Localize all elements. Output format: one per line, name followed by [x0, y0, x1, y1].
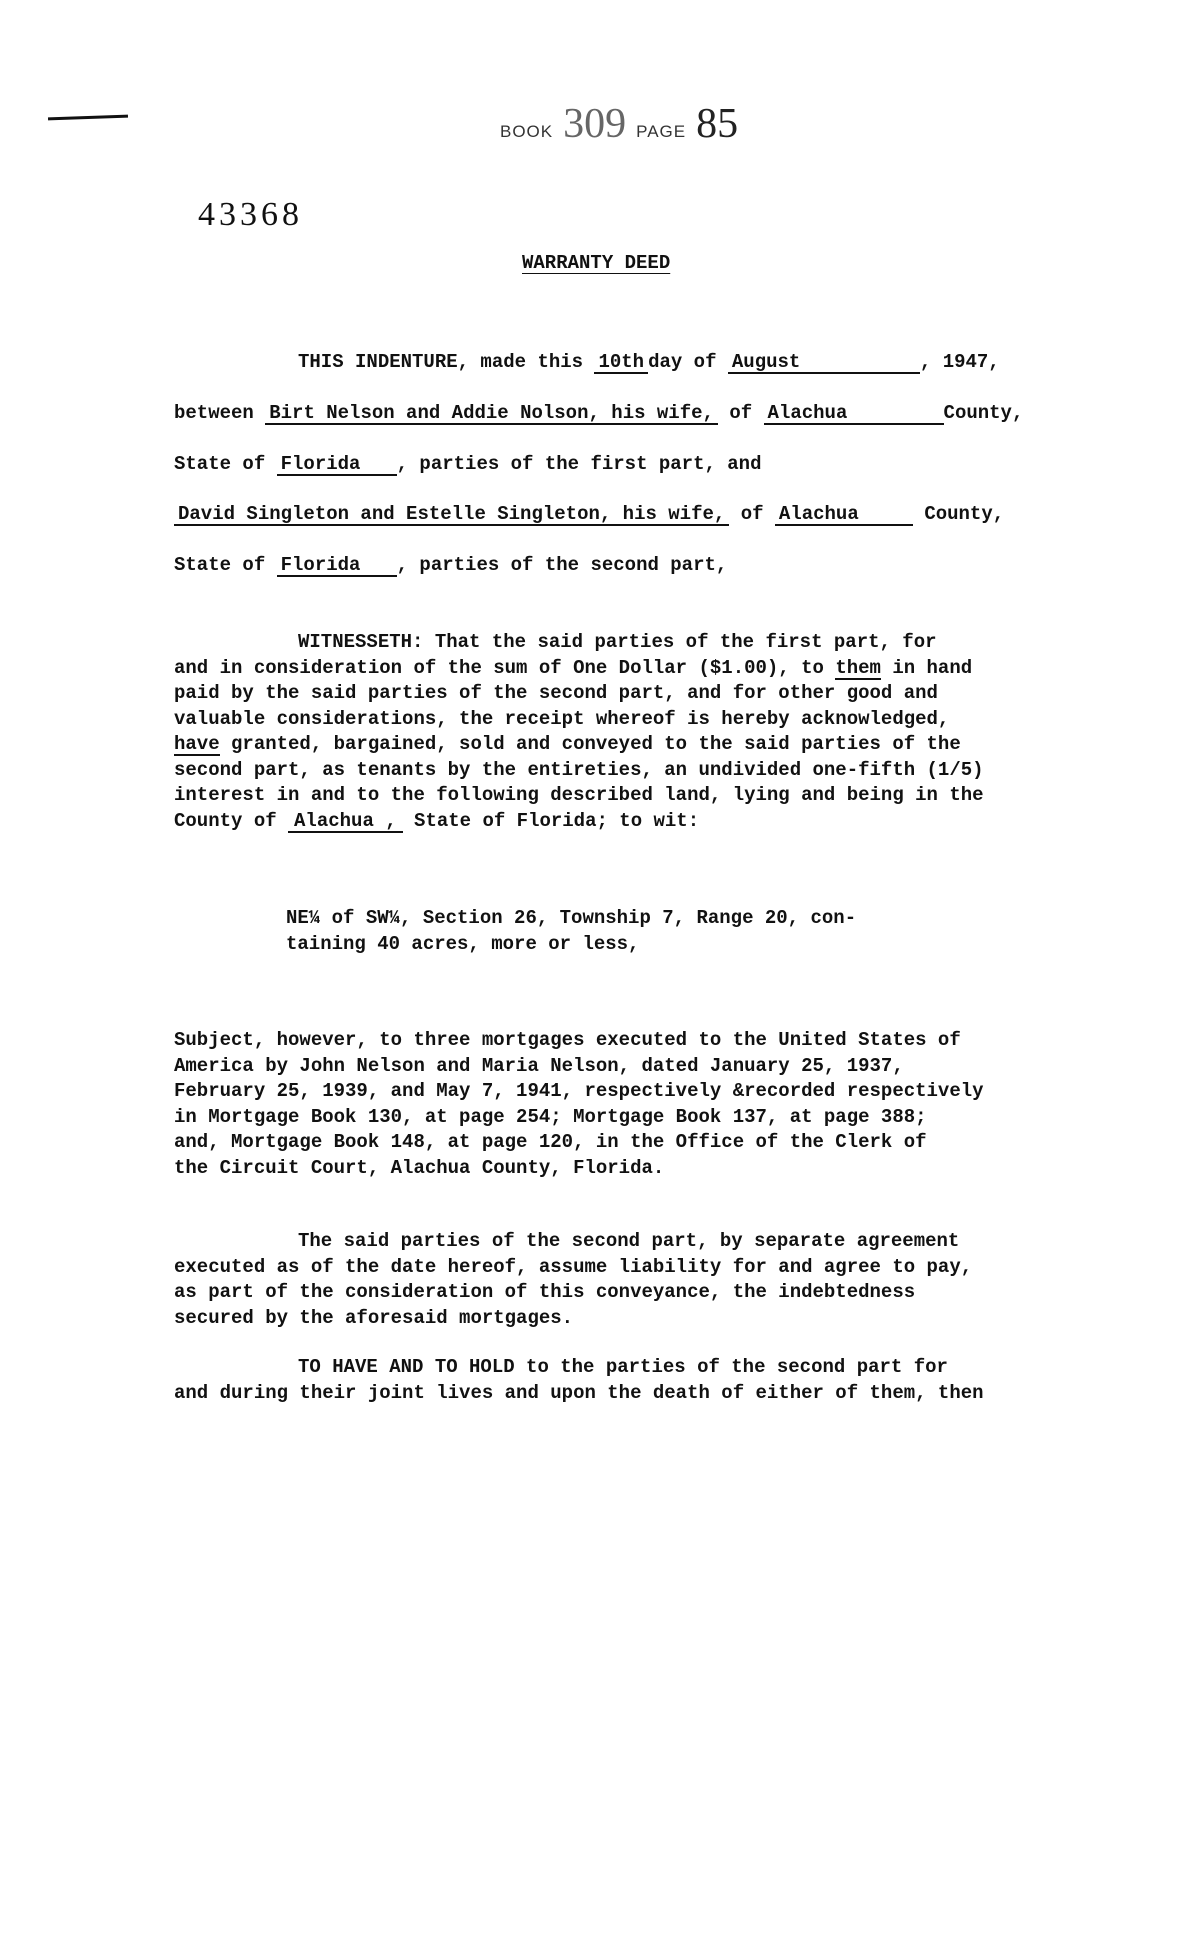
margin-mark	[48, 115, 128, 121]
second-parties-field: David Singleton and Estelle Singleton, his wife,	[174, 504, 729, 526]
first-parties-line: between Birt Nelson and Addie Nolson, his wife, of Alachua County,	[174, 402, 1024, 424]
page-label: PAGE	[636, 122, 687, 141]
first-parties-field: Birt Nelson and Addie Nolson, his wife,	[265, 403, 718, 425]
second-state-field: Florida	[277, 555, 397, 577]
witnesseth-paragraph: WITNESSETH: That the said parties of the first part, for and in consideration of the sum of One Dollar ($1.00), to them in hand paid by the said parties of the second part, and for other good and valuable considerations, the receipt whereof is hereby acknowledged, have granted, bargained, sold and conveyed to the said parties of the second part, as tenants by the entireties, an undivided one-fifth (1/5) interest in and to the following described land, lying and being in the County of Alachua , State of Florida; to wit:	[174, 631, 984, 832]
second-state-line: State of Florida , parties of the second part,	[174, 554, 728, 576]
page-number: 85	[696, 101, 739, 147]
first-state-field: Florida	[277, 454, 397, 476]
habendum-paragraph: TO HAVE AND TO HOLD to the parties of the second part for and during their joint lives and upon the death of either of them, then	[174, 1356, 984, 1404]
first-county-field: Alachua	[764, 403, 944, 425]
second-county-field: Alachua	[775, 504, 913, 526]
second-parties-line: David Singleton and Estelle Singleton, his wife, of Alachua County,	[174, 502, 1004, 526]
book-label: BOOK	[500, 122, 554, 141]
property-description: NE¼ of SW¼, Section 26, Township 7, Range 20, con- taining 40 acres, more or less,	[286, 907, 857, 955]
document-number: 43368	[198, 196, 303, 233]
agreement-paragraph: The said parties of the second part, by separate agreement executed as of the date hereof, assume liability for and agree to pay, as part of the consideration of this conveyance, the indebtedness secured by the aforesaid mortgages.	[174, 1230, 973, 1329]
book-number: 309	[563, 101, 627, 147]
first-state-line: State of Florida , parties of the first part, and	[174, 453, 762, 475]
indenture-date-line: THIS INDENTURE, made this 10th day of August , 1947,	[298, 351, 1000, 373]
document-title: WARRANTY DEED	[522, 252, 671, 274]
book-page-stamp	[500, 100, 738, 148]
day-field: 10th	[594, 352, 648, 374]
mortgages-paragraph: Subject, however, to three mortgages executed to the United States of America by John Nelson and Maria Nelson, dated January 25, 1937, February 25, 1939, and May 7, 1941, respectively &recorded respectively in Mortgage Book 130, at page 254; Mortgage Book 137, at page 388; and, Mortgage Book 148, at page 120, in the Office of the Clerk of the Circuit Court, Alachua County, Florida.	[174, 1029, 984, 1179]
month-field: August	[728, 352, 920, 374]
